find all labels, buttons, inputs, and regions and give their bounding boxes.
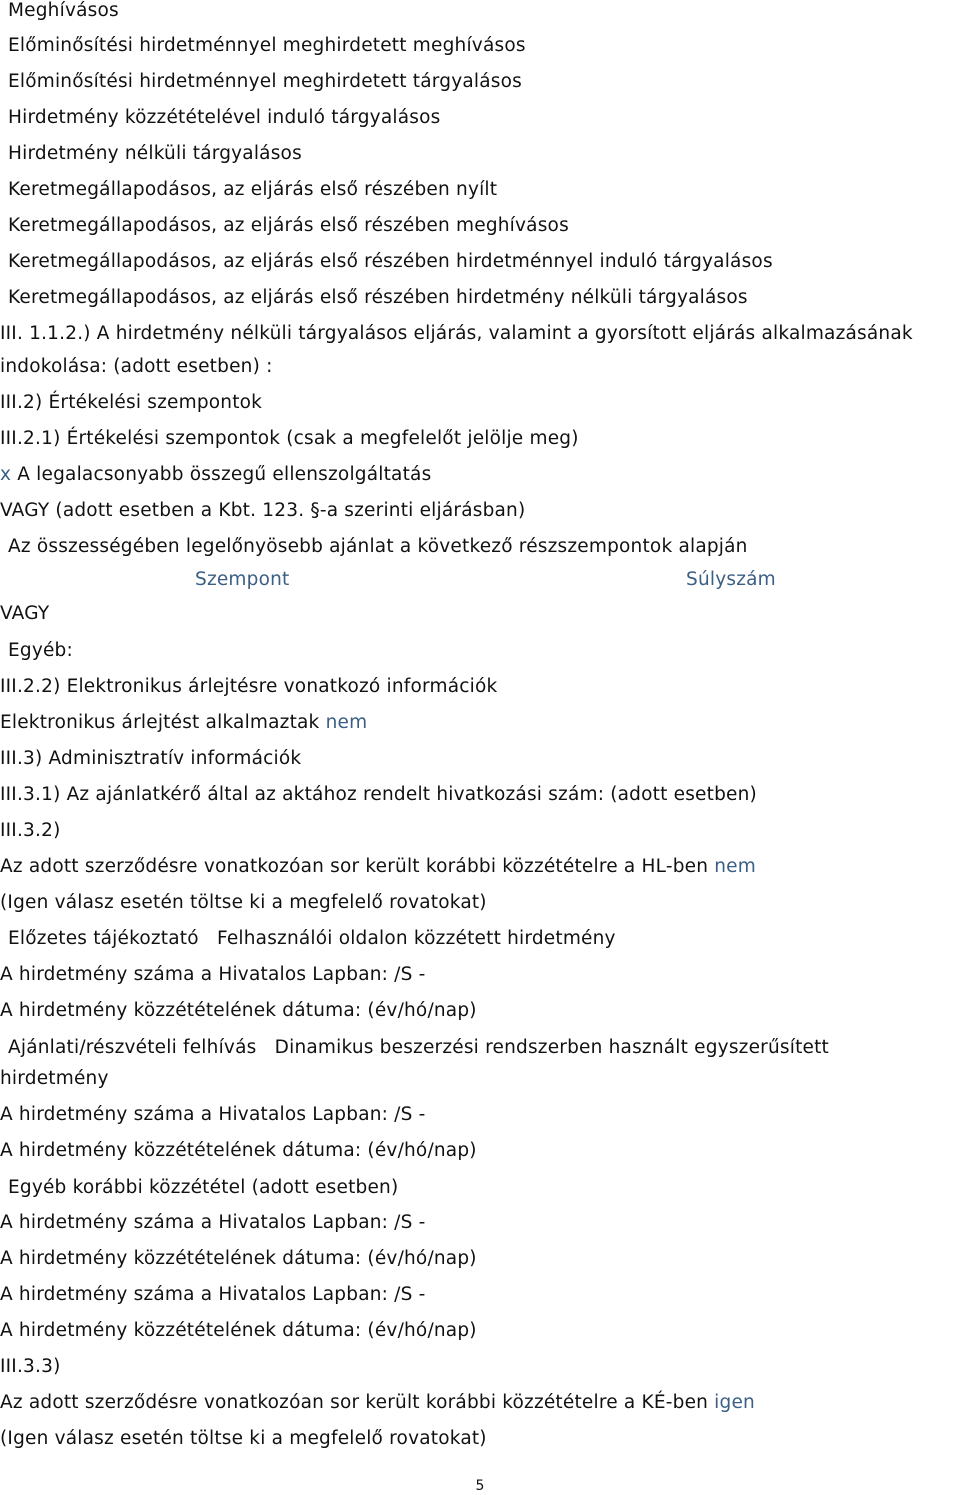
- criterion-column-header: Szempont: [195, 569, 290, 590]
- procedure-type-item: Keretmegállapodásos, az eljárás első részében meghívásos: [8, 215, 569, 236]
- hl-publication-hint: (Igen válasz esetén töltse ki a megfelelő rovatokat): [0, 892, 487, 913]
- procedure-type-item: Keretmegállapodásos, az eljárás első részében nyílt: [8, 179, 498, 200]
- procedure-type-item: Hirdetmény közzétételével induló tárgyalásos: [8, 107, 441, 128]
- section-2-1-heading: III.2.1) Értékelési szempontok (csak a megfelelőt jelölje meg): [0, 428, 579, 449]
- best-offer-option: Az összességében legelőnyösebb ajánlat a következő részszempontok alapján: [8, 536, 748, 557]
- hl-publication-answer: nem: [714, 856, 756, 877]
- section-1-1-2-heading-continued: indokolása: (adott esetben) :: [0, 356, 273, 377]
- section-1-1-2-heading: III. 1.1.2.) A hirdetmény nélküli tárgyalásos eljárás, valamint a gyorsított eljárás alkalmazásának: [0, 323, 913, 344]
- lowest-price-label: A legalacsonyabb összegű ellenszolgáltatás: [17, 464, 432, 485]
- notice-number-label: A hirdetmény száma a Hivatalos Lapban: /S -: [0, 964, 426, 985]
- invitation-notice: Ajánlati/részvételi felhívás Dinamikus beszerzési rendszerben használt egyszerűsített: [8, 1037, 830, 1058]
- vagy-line: VAGY: [0, 603, 50, 624]
- e-auction-label: Elektronikus árlejtést alkalmaztak: [0, 712, 320, 733]
- selected-mark: x: [0, 464, 12, 485]
- notice-date-label: A hirdetmény közzétételének dátuma: (év/hó/nap): [0, 1320, 477, 1341]
- weight-column-header: Súlyszám: [686, 569, 776, 590]
- procedure-type-item: Keretmegállapodásos, az eljárás első részében hirdetménnyel induló tárgyalásos: [8, 251, 773, 272]
- lowest-price-option: [0, 463, 960, 487]
- e-auction-line: [0, 711, 960, 735]
- prior-information-notice: Előzetes tájékoztató Felhasználói oldalon közzétett hirdetmény: [8, 928, 616, 949]
- invitation-notice-continued: hirdetmény: [0, 1068, 109, 1089]
- notice-date-label: A hirdetmény közzétételének dátuma: (év/hó/nap): [0, 1140, 477, 1161]
- section-3-2-heading: III.3.2): [0, 820, 61, 841]
- procedure-type-item: Előminősítési hirdetménnyel meghirdetett meghívásos: [8, 35, 526, 56]
- ke-publication-line: [0, 1391, 960, 1415]
- page-number: 5: [475, 1478, 485, 1494]
- other-criteria-label: Egyéb:: [8, 640, 73, 661]
- hl-publication-line: [0, 855, 960, 879]
- notice-number-label: A hirdetmény száma a Hivatalos Lapban: /S -: [0, 1104, 426, 1125]
- e-auction-value: nem: [325, 712, 368, 733]
- hl-publication-question: Az adott szerződésre vonatkozóan sor került korábbi közzétételre a HL-ben: [0, 856, 709, 877]
- procedure-type-item: Hirdetmény nélküli tárgyalásos: [8, 143, 302, 164]
- section-2-2-heading: III.2.2) Elektronikus árlejtésre vonatkozó információk: [0, 676, 498, 697]
- section-2-heading: III.2) Értékelési szempontok: [0, 392, 263, 413]
- other-publication: Egyéb korábbi közzététel (adott esetben): [8, 1177, 399, 1198]
- ke-publication-question: Az adott szerződésre vonatkozóan sor került korábbi közzétételre a KÉ-ben: [0, 1392, 709, 1413]
- ke-publication-answer: igen: [714, 1392, 755, 1413]
- procedure-type-item: Előminősítési hirdetménnyel meghirdetett tárgyalásos: [8, 71, 522, 92]
- procedure-type-item: Meghívásos: [8, 0, 119, 21]
- notice-date-label: A hirdetmény közzétételének dátuma: (év/hó/nap): [0, 1000, 477, 1021]
- notice-number-label: A hirdetmény száma a Hivatalos Lapban: /S -: [0, 1284, 426, 1305]
- procedure-type-item: Keretmegállapodásos, az eljárás első részében hirdetmény nélküli tárgyalásos: [8, 287, 748, 308]
- section-3-1-heading: III.3.1) Az ajánlatkérő által az aktához rendelt hivatkozási szám: (adott esetben): [0, 784, 757, 805]
- notice-date-label: A hirdetmény közzétételének dátuma: (év/hó/nap): [0, 1248, 477, 1269]
- section-3-heading: III.3) Adminisztratív információk: [0, 748, 302, 769]
- section-3-3-heading: III.3.3): [0, 1356, 61, 1377]
- vagy-kbt-line: VAGY (adott esetben a Kbt. 123. §-a szerinti eljárásban): [0, 500, 526, 521]
- ke-publication-hint: (Igen válasz esetén töltse ki a megfelelő rovatokat): [0, 1428, 487, 1449]
- notice-number-label: A hirdetmény száma a Hivatalos Lapban: /S -: [0, 1212, 426, 1233]
